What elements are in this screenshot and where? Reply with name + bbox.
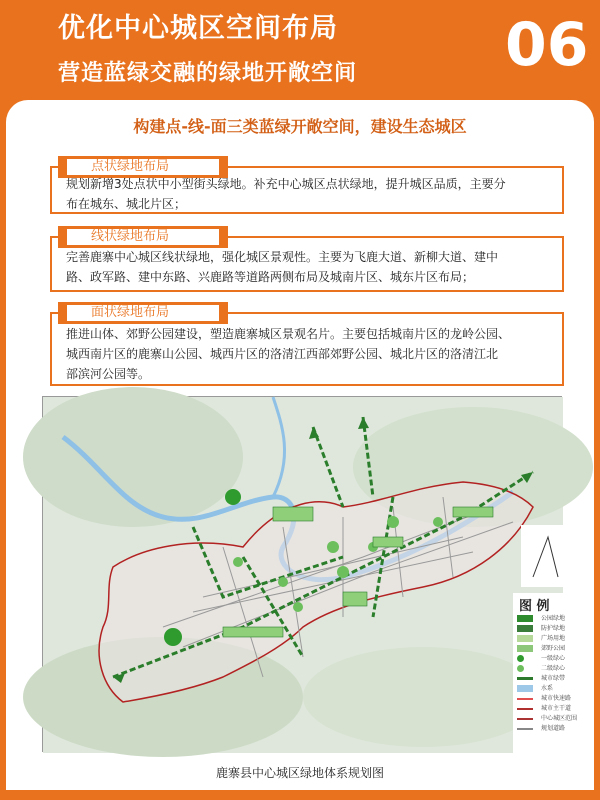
section-label: 点状绿地布局 <box>91 159 170 174</box>
green-heart <box>387 516 399 528</box>
legend-item <box>517 695 597 704</box>
section-text <box>66 247 554 287</box>
section-tab <box>58 302 228 324</box>
section-tab-inner <box>66 228 220 246</box>
legend-label: 城市绿带 <box>541 675 566 682</box>
legend-label: 城市主干道 <box>541 705 572 712</box>
text-line: 布在城东、城北片区； <box>66 197 187 211</box>
north-arrow-box <box>521 525 563 587</box>
text-line: 城西南片区的鹿寨山公园、城西片区的洛清江西部郊野公园、城北片区的洛清江北 <box>66 347 499 361</box>
green-heart <box>327 541 339 553</box>
section-text <box>66 174 554 214</box>
legend-swatch <box>517 677 533 680</box>
legend-swatch <box>517 645 533 652</box>
legend-swatch <box>517 635 533 642</box>
legend-item <box>517 655 597 664</box>
legend-swatch <box>517 625 533 632</box>
legend-swatch <box>517 665 524 672</box>
green-heart <box>337 566 349 578</box>
panel-heading: 构建点-线-面三类蓝绿开敞空间，建设生态城区 <box>133 117 467 136</box>
legend-item <box>517 645 597 654</box>
text-line: 路、政军路、建中东路、兴鹿路等道路两侧布局及城南片区、城东片区布局； <box>66 270 475 284</box>
map-caption: 鹿寨县中心城区绿地体系规划图 <box>215 766 384 780</box>
legend-item <box>517 675 597 684</box>
legend-swatch <box>517 708 533 710</box>
section-label: 线状绿地布局 <box>91 229 170 244</box>
section-label: 面状绿地布局 <box>91 305 170 320</box>
legend-list <box>517 615 578 745</box>
legend-item <box>517 635 597 644</box>
legend-item <box>517 715 597 724</box>
legend-label: 规划道路 <box>541 725 566 732</box>
legend-label: 中心城区范围 <box>541 715 578 722</box>
legend-label: 城市快速路 <box>541 695 572 702</box>
legend-title: 图 例 <box>519 599 550 614</box>
section-tab <box>58 226 228 248</box>
section-text <box>66 324 554 384</box>
legend-item <box>517 705 597 714</box>
legend-label: 公园绿地 <box>541 615 566 622</box>
map-graphic <box>43 397 566 753</box>
legend-label: 水系 <box>541 685 554 692</box>
green-heart <box>164 628 182 646</box>
page-number: 06 <box>505 10 589 80</box>
section-line-green <box>50 229 564 292</box>
text-line: 规划新增3处点状中小型街头绿地。补充中心城区点状绿地，提升城区品质，主要分 <box>66 177 506 191</box>
green-heart <box>433 517 443 527</box>
legend-swatch <box>517 698 533 700</box>
legend-label: 二级绿心 <box>541 665 566 672</box>
content-panel <box>6 100 594 790</box>
text-line: 完善鹿寨中心城区线状绿地，强化城区景观性。主要为飞鹿大道、新柳大道、建中 <box>66 250 499 264</box>
legend-swatch <box>517 615 533 622</box>
section-tab-inner <box>66 304 220 322</box>
section-point-green <box>50 159 564 214</box>
green-heart <box>278 577 288 587</box>
legend-label: 广场用地 <box>541 635 566 642</box>
green-system-map <box>42 396 578 752</box>
page-title: 优化中心城区空间布局 <box>58 13 338 44</box>
section-area-green <box>50 305 564 386</box>
legend-item <box>517 625 597 634</box>
legend-item <box>517 615 597 624</box>
page-subtitle: 营造蓝绿交融的绿地开敞空间 <box>58 61 358 86</box>
green-heart <box>225 489 241 505</box>
legend-label: 郊野公园 <box>541 645 566 652</box>
legend-swatch <box>517 718 533 720</box>
legend-swatch <box>517 685 533 692</box>
legend-label: 一级绿心 <box>541 655 566 662</box>
legend-item <box>517 725 597 734</box>
text-line: 部滨河公园等。 <box>66 367 151 381</box>
green-heart <box>293 602 303 612</box>
terrain-patch <box>303 647 543 747</box>
legend-label: 防护绿地 <box>541 625 566 632</box>
legend-swatch <box>517 728 533 730</box>
legend-swatch <box>517 655 524 662</box>
terrain-patch <box>23 387 243 527</box>
header <box>0 0 600 100</box>
legend-item <box>517 685 597 694</box>
legend-item <box>517 665 597 674</box>
text-line: 推进山体、郊野公园建设，塑造鹿寨城区景观名片。主要包括城南片区的龙岭公园、 <box>66 327 511 341</box>
green-heart <box>233 557 243 567</box>
